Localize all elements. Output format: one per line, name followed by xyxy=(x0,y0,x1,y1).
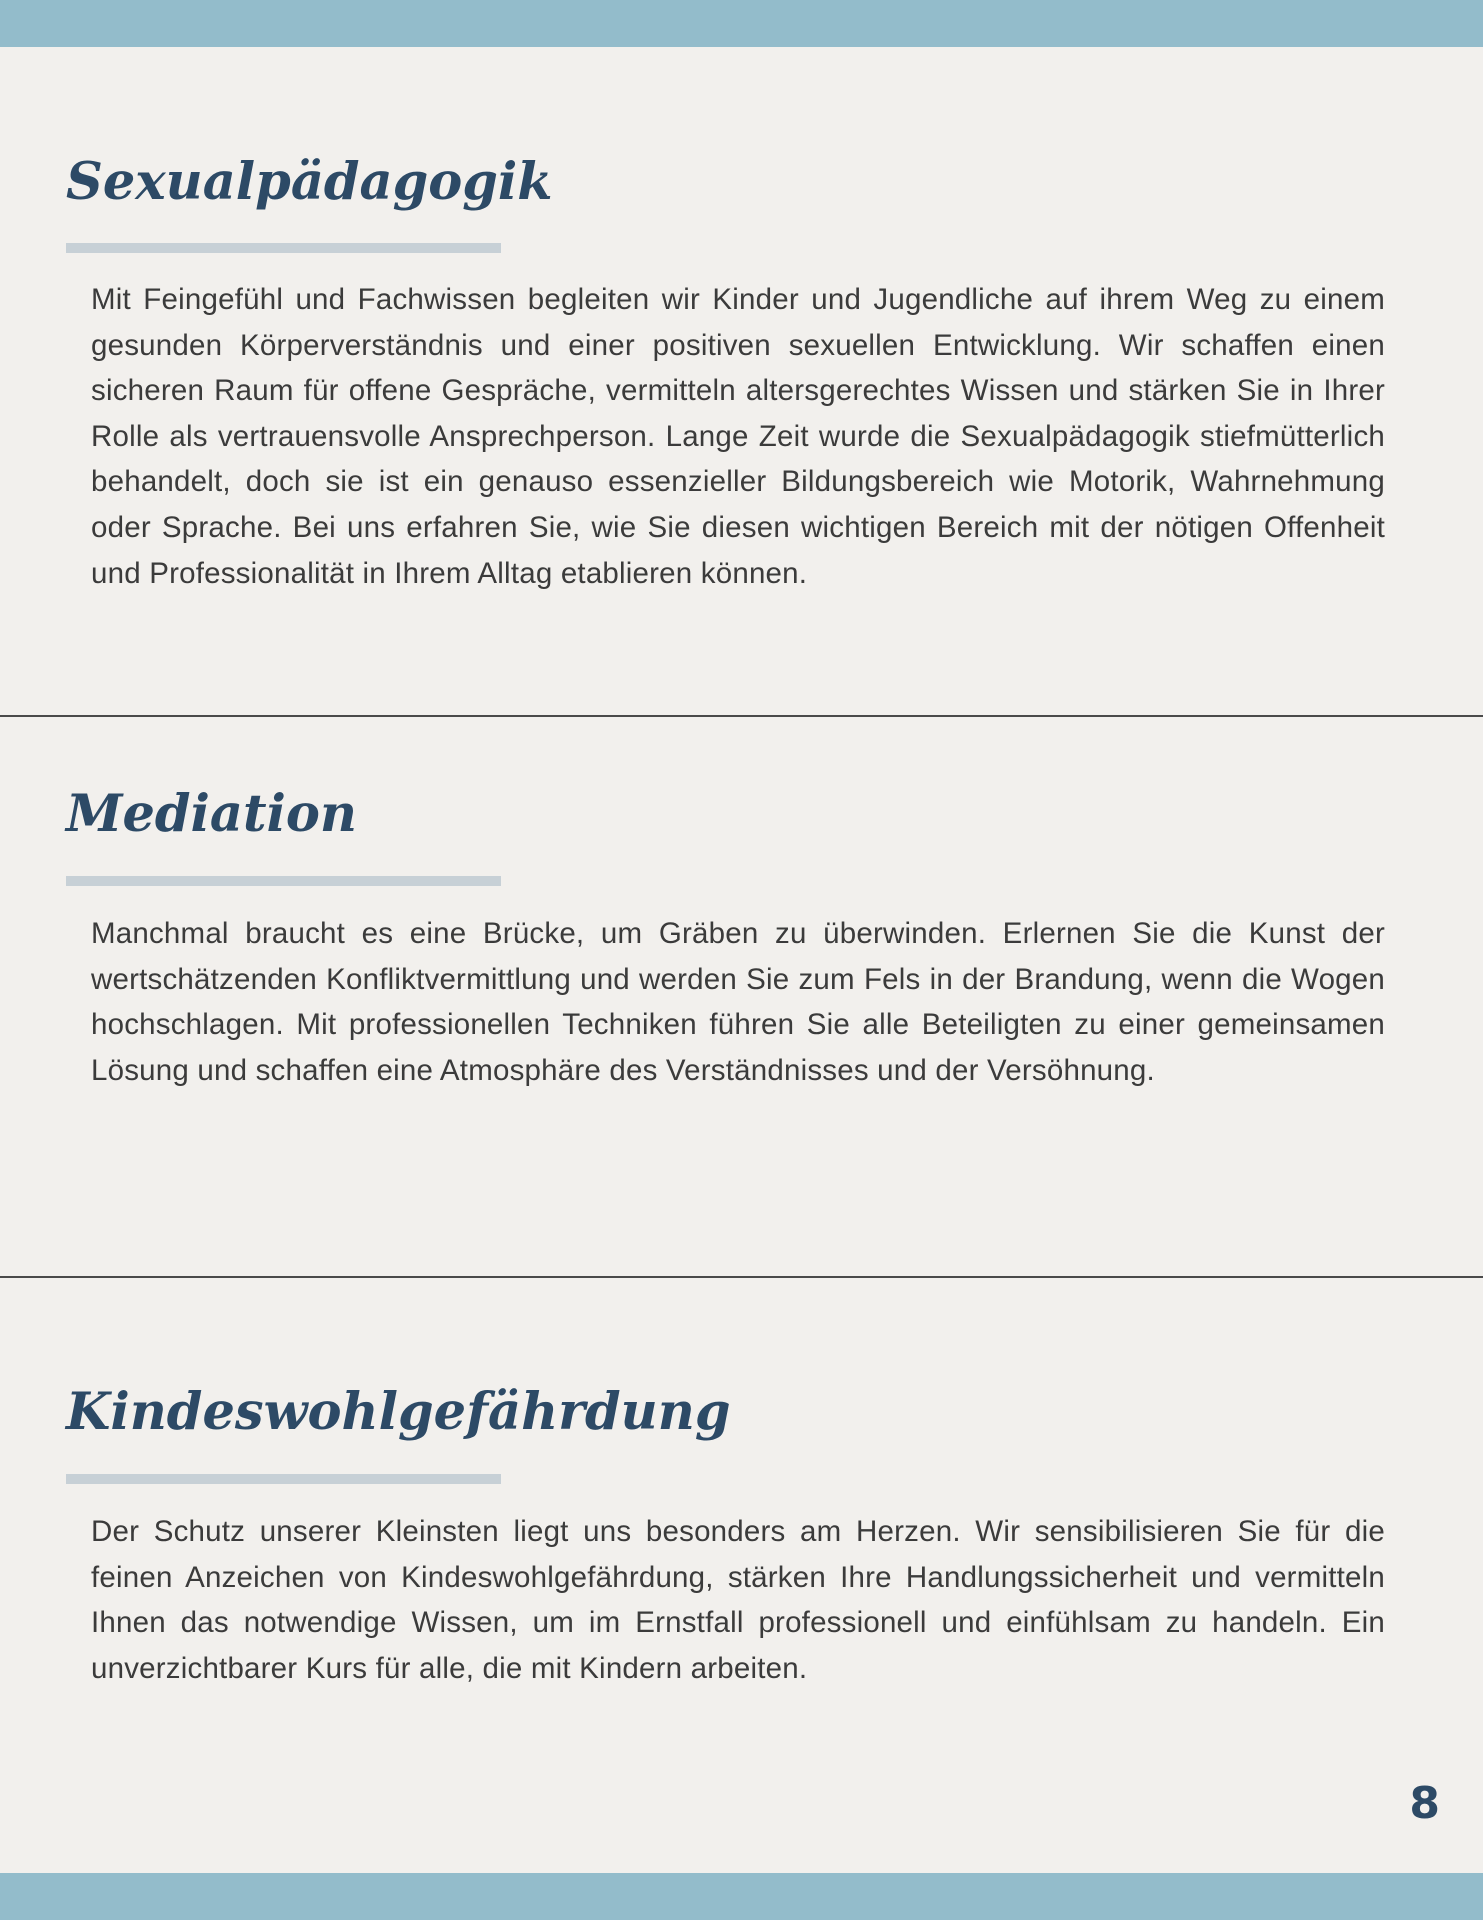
title-underline xyxy=(66,876,501,886)
top-band xyxy=(0,0,1483,47)
title-underline xyxy=(66,1474,501,1484)
section-divider xyxy=(0,1276,1483,1278)
section-title-kindeswohlgefaehrdung: Kindeswohlgefährdung xyxy=(66,1382,731,1442)
section-title-sexualpaedagogik: Sexualpädagogik xyxy=(66,152,553,212)
section-body-sexualpaedagogik: Mit Feingefühl und Fachwissen begleiten wir Kinder und Jugendliche auf ihrem Weg zu einem gesunden Körperverständnis und einer positiven sexuellen Entwicklung. Wir schaffen einen sicheren Raum für offene Gespräche, vermitteln altersgerechtes Wissen und stärken Sie in Ihrer Rolle als vertrauensvolle Ansprechperson. Lange Zeit wurde die Sexualpädagogik stiefmütterlich behandelt, doch sie ist ein genauso essenzieller Bildungsbereich wie Motorik, Wahrnehmung oder Sprache. Bei uns erfahren Sie, wie Sie diesen wichtigen Bereich mit der nötigen Offenheit und Professionalität in Ihrem Alltag etablieren können. xyxy=(91,283,1385,590)
page-number: 8 xyxy=(1409,1778,1440,1829)
bottom-band xyxy=(0,1873,1483,1920)
title-underline xyxy=(66,243,501,253)
section-body-kindeswohlgefaehrdung: Der Schutz unserer Kleinsten liegt uns besonders am Herzen. Wir sensibilisieren Sie für die feinen Anzeichen von Kindeswohlgefährdung, stärken Ihre Handlungssicherheit und vermitteln Ihnen das notwendige Wissen, um im Ernstfall professionell und einfühlsam zu handeln. Ein unverzichtbarer Kurs für alle, die mit Kindern arbeiten. xyxy=(91,1515,1385,1685)
section-divider xyxy=(0,715,1483,717)
section-title-mediation: Mediation xyxy=(66,784,358,844)
section-body-mediation: Manchmal braucht es eine Brücke, um Gräben zu überwinden. Erlernen Sie die Kunst der wertschätzenden Konfliktvermittlung und werden Sie zum Fels in der Brandung, wenn die Wogen hochschlagen. Mit professionellen Techniken führen Sie alle Beteiligten zu einer gemeinsamen Lösung und schaffen eine Atmosphäre des Verständnisses und der Versöhnung. xyxy=(91,917,1385,1087)
